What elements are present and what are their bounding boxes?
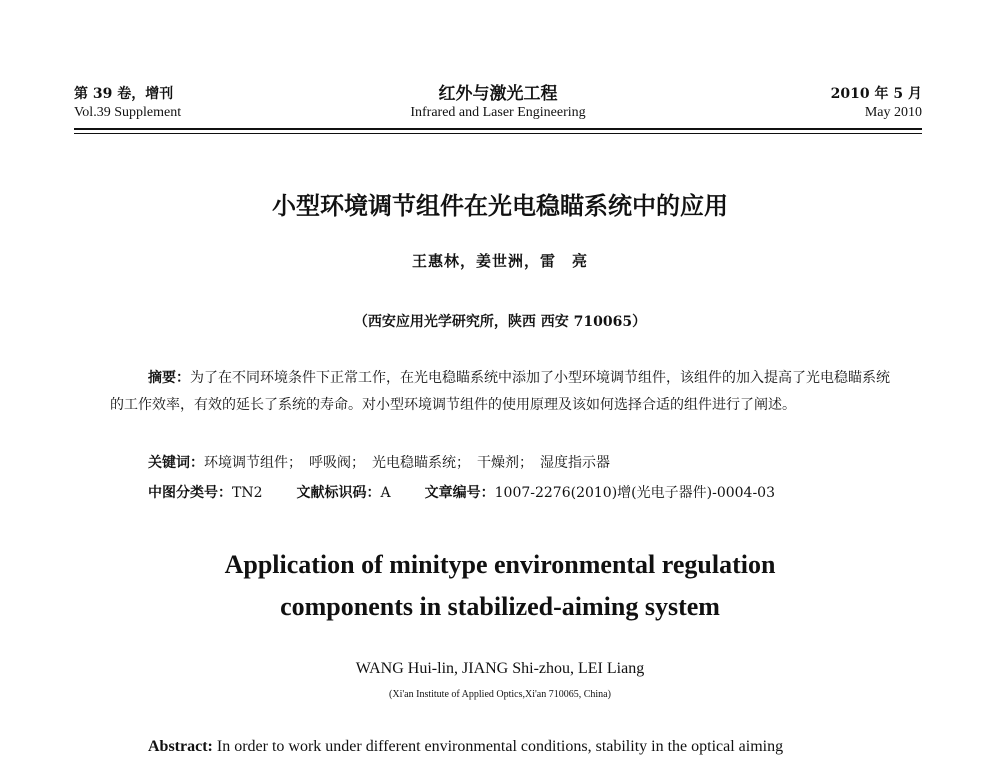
keywords-zh xyxy=(148,452,610,472)
abstract-en-text: In order to work under different environmental conditions, stability in the optical aiming xyxy=(212,738,784,755)
header-date xyxy=(831,84,922,122)
paper-title-en-line2: components in stabilized-aiming system xyxy=(280,592,720,621)
paper-title-en xyxy=(0,544,1000,628)
affiliation-zh: （西安应用光学研究所，陕西 西安 710065） xyxy=(353,314,647,330)
article-no-value: 1007-2276(2010)增(光电子器件)-0004-03 xyxy=(494,485,775,501)
paper-title-zh: 小型环境调节组件在光电稳瞄系统中的应用 xyxy=(272,192,728,220)
abstract-en xyxy=(148,738,928,756)
header-journal-en: Infrared and Laser Engineering xyxy=(410,105,586,120)
header-journal-zh: 红外与激光工程 xyxy=(438,84,558,104)
abstract-zh-text: 为了在不同环境条件下正常工作，在光电稳瞄系统中添加了小型环境调节组件，该组件的加入提高了光电稳瞄系统的工作效率，有效的延长了系统的寿命。对小型环境调节组件的使用原理及该如何选择合适的组件进行了阐述。 xyxy=(110,370,890,413)
authors-zh: 王惠林，姜世洲，雷 亮 xyxy=(411,252,588,270)
paper-title-en-line1: Application of minitype environmental regulation xyxy=(224,550,776,579)
keywords-label: 关键词： xyxy=(148,455,204,471)
clc-label: 中图分类号： xyxy=(148,485,232,501)
header-rule-thin xyxy=(74,133,922,134)
header-date-en: May 2010 xyxy=(864,105,922,120)
keywords-text: 环境调节组件； 呼吸阀； 光电稳瞄系统； 干燥剂； 湿度指示器 xyxy=(204,455,610,471)
abstract-zh xyxy=(110,365,890,419)
header-volume-zh: 第 39 卷，增刊 xyxy=(74,86,174,102)
authors-en: WANG Hui-lin, JIANG Shi-zhou, LEI Liang xyxy=(355,660,645,677)
header-volume-en: Vol.39 Supplement xyxy=(74,105,182,120)
header-rule-thick xyxy=(74,128,922,130)
doc-code-label: 文献标识码： xyxy=(296,485,381,501)
clc-value: TN2 xyxy=(232,485,263,501)
header-date-zh: 2010 年 5 月 xyxy=(830,86,922,102)
header-journal xyxy=(74,84,922,122)
affiliation-en: (Xi'an Institute of Applied Optics,Xi'an 710065, China) xyxy=(389,689,611,700)
running-header xyxy=(74,84,922,124)
abstract-en-label: Abstract: xyxy=(148,738,213,755)
abstract-zh-label: 摘要： xyxy=(148,370,190,386)
article-no-label: 文章编号： xyxy=(424,485,495,501)
doc-code-value: A xyxy=(380,485,391,501)
classification-line xyxy=(148,482,908,502)
